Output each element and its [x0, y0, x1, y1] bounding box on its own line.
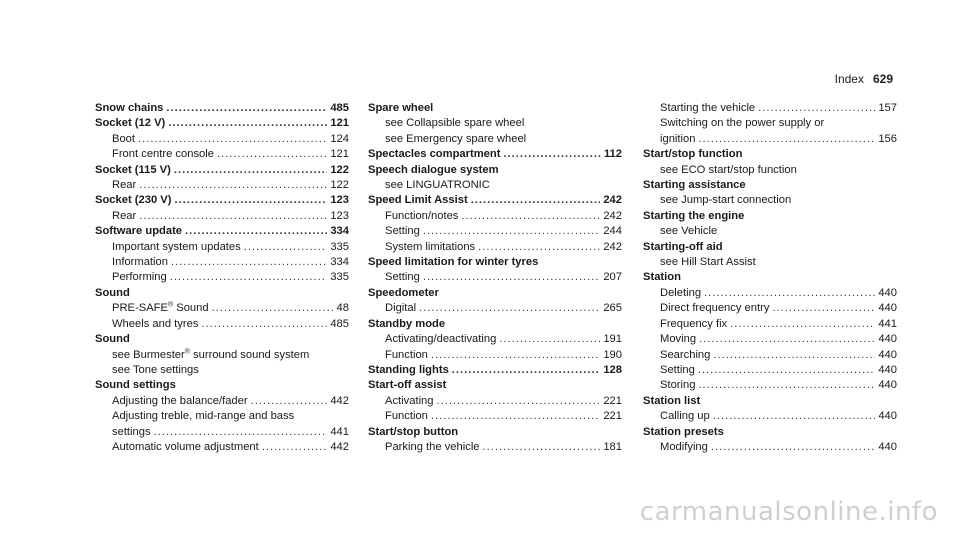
index-subentry: see Collapsible spare wheel	[385, 117, 525, 130]
section-label: Index	[834, 72, 864, 86]
index-entry: Sound settings	[95, 379, 176, 392]
index-subentry: Function/notes ..... 242	[368, 209, 622, 224]
index-subentry: Deleting ..... 440	[643, 286, 897, 301]
index-subentry: Setting ..... 207	[368, 270, 622, 285]
index-subentry: Frequency fix ..... 441	[643, 317, 897, 332]
index-subentry: Parking the vehicle ..... 181	[368, 440, 622, 455]
index-entry: Software update ..... 334	[95, 224, 349, 239]
index-subentry: Adjusting the balance/fader ..... 442	[95, 394, 349, 409]
index-subentry: Modifying ..... 440	[643, 440, 897, 455]
index-entry: Standby mode	[368, 317, 446, 330]
index-entry: Starting-off aid	[643, 240, 723, 253]
index-subentry: Performing ..... 335	[95, 270, 349, 285]
index-subentry: see ECO start/stop function	[660, 163, 797, 176]
index-subentry: see Emergency spare wheel	[385, 132, 527, 145]
index-entry: Spare wheel	[368, 102, 434, 114]
index-subentry: Automatic volume adjustment ..... 442	[95, 440, 349, 455]
index-entry: Starting assistance	[643, 179, 746, 192]
index-subentry: Function ..... 190	[368, 348, 622, 363]
index-entry: Spectacles compartment ..... 112	[368, 147, 622, 162]
index-entry: Speed Limit Assist ..... 242	[368, 193, 622, 208]
index-subentry: Function ..... 221	[368, 409, 622, 424]
index-subentry: see Tone settings	[112, 363, 199, 376]
index-entry: Snow chains ..... 485	[95, 101, 349, 116]
index-entry: Socket (230 V) ..... 123	[95, 193, 349, 208]
index-subentry: Rear ..... 123	[95, 209, 349, 224]
index-entry: Start-off assist	[368, 379, 447, 392]
index-column-2	[368, 101, 622, 455]
page-header	[835, 72, 893, 86]
index-subentry: PRE-SAFE® Sound ..... 48	[95, 301, 349, 316]
index-subentry: Information ..... 334	[95, 255, 349, 270]
index-subentry: Adjusting treble, mid-range and bass	[112, 410, 295, 423]
index-subentry: ignition ..... 156	[643, 132, 897, 147]
index-entry: Speedometer	[368, 286, 439, 299]
index-column-3	[643, 101, 897, 455]
index-subentry: Activating/deactivating ..... 191	[368, 332, 622, 347]
index-subentry: settings ..... 441	[95, 425, 349, 440]
index-entry: Station presets	[643, 425, 724, 438]
index-subentry: Rear ..... 122	[95, 178, 349, 193]
index-subentry: Searching ..... 440	[643, 348, 897, 363]
index-entry: Socket (115 V) ..... 122	[95, 163, 349, 178]
index-subentry: Calling up ..... 440	[643, 409, 897, 424]
index-entry: Sound	[95, 286, 130, 299]
index-subentry: see Vehicle	[660, 225, 718, 238]
index-subentry: Front centre console ..... 121	[95, 147, 349, 162]
index-subentry: see Jump-start connection	[660, 194, 792, 207]
index-subentry: Activating ..... 221	[368, 394, 622, 409]
index-entry: Socket (12 V) ..... 121	[95, 116, 349, 131]
index-subentry: Moving ..... 440	[643, 332, 897, 347]
index-entry: Start/stop function	[643, 148, 743, 161]
index-entry: Starting the engine	[643, 209, 745, 222]
index-subentry: see LINGUATRONIC	[385, 179, 490, 192]
watermark: carmanualsonline.info	[639, 497, 938, 527]
index-entry: Station list	[643, 394, 701, 407]
index-subentry: Storing ..... 440	[643, 378, 897, 393]
index-subentry: see Hill Start Assist	[660, 256, 756, 269]
index-entry: Station	[643, 271, 681, 284]
index-subentry: Wheels and tyres ..... 485	[95, 317, 349, 332]
index-subentry: Switching on the power supply or	[660, 117, 825, 130]
index-subentry: Starting the vehicle ..... 157	[643, 101, 897, 116]
index-subentry: Digital ..... 265	[368, 301, 622, 316]
index-entry: Standing lights ..... 128	[368, 363, 622, 378]
index-entry: Start/stop button	[368, 425, 459, 438]
index-column-1	[95, 101, 349, 455]
index-entry: Speech dialogue system	[368, 163, 499, 176]
index-subentry: Setting ..... 244	[368, 224, 622, 239]
index-subentry: Direct frequency entry ..... 440	[643, 301, 897, 316]
index-entry: Speed limitation for winter tyres	[368, 256, 539, 269]
index-entry: Sound	[95, 333, 130, 346]
index-subentry: see Burmester® surround sound system	[112, 347, 310, 361]
index-subentry: Setting ..... 440	[643, 363, 897, 378]
page-number: 629	[872, 72, 893, 86]
index-subentry: Important system updates ..... 335	[95, 240, 349, 255]
index-subentry: System limitations ..... 242	[368, 240, 622, 255]
index-subentry: Boot ..... 124	[95, 132, 349, 147]
